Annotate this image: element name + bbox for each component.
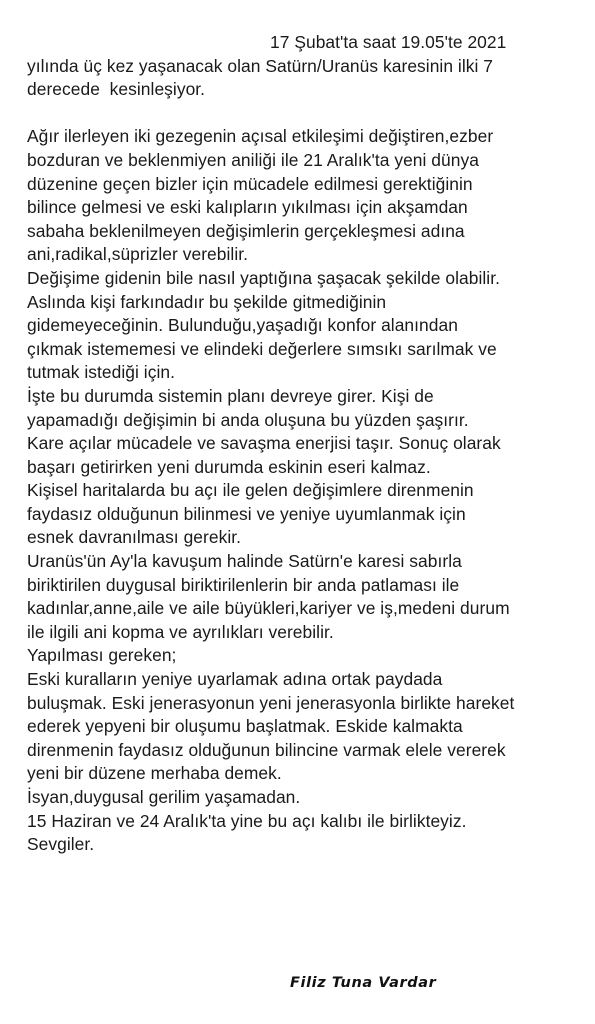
text-line: İşte bu durumda sistemin planı devreye girer. Kişi de <box>27 385 434 406</box>
text-line: direnmenin faydasız olduğunun bilincine varmak elele vererek <box>27 739 506 760</box>
text-line: Ağır ilerleyen iki gezegenin açısal etkileşimi değiştiren,ezber <box>27 126 494 147</box>
text-line: Kişisel haritalarda bu açı ile gelen değişimlere direnmenin <box>27 480 474 501</box>
text-line: Değişime gidenin bile nasıl yaptığına şaşacak şekilde olabilir. <box>27 267 500 288</box>
text-line: kadınlar,anne,aile ve aile büyükleri,kariyer ve iş,medeni durum <box>27 598 510 619</box>
paragraph-spacer <box>27 102 583 126</box>
document-body <box>27 31 583 857</box>
text-line: esnek davranılması gerekir. <box>27 527 242 548</box>
intro-line: derecede kesinleşiyor. <box>27 79 206 100</box>
text-line: gidemeyeceğinin. Bulunduğu,yaşadığı konfor alanından <box>27 315 458 336</box>
text-line: 15 Haziran ve 24 Aralık'ta yine bu açı kalıbı ile birlikteyiz. <box>27 810 467 831</box>
text-line: başarı getirirken yeni durumda eskinin eseri kalmaz. <box>27 456 431 477</box>
text-line: sabaha beklenilmeyen değişimlerin gerçekleşmesi adına <box>27 220 465 241</box>
text-line: buluşmak. Eski jenerasyonun yeni jenerasyonla birlikte hareket <box>27 692 515 713</box>
text-line: çıkmak istememesi ve elindeki değerlere sımsıkı sarılmak ve <box>27 338 497 359</box>
text-line: Yapılması gereken; <box>27 645 177 666</box>
text-line: bilince gelmesi ve eski kalıpların yıkılması için akşamdan <box>27 197 468 218</box>
text-line: Aslında kişi farkındadır bu şekilde gitmediğinin <box>27 291 387 312</box>
author-signature: Filiz Tuna Vardar <box>290 975 437 991</box>
text-line: ani,radikal,süprizler verebilir. <box>27 244 249 265</box>
text-line: düzenine geçen bizler için mücadele edilmesi gerektiğinin <box>27 173 473 194</box>
text-line: biriktirilen duygusal biriktirilenlerin bir anda patlaması ile <box>27 574 460 595</box>
text-line: Kare açılar mücadele ve savaşma enerjisi taşır. Sonuç olarak <box>27 433 501 454</box>
text-line: yapamadığı değişimin bi anda oluşuna bu yüzden şaşırır. <box>27 409 469 430</box>
text-line: ederek yepyeni bir oluşumu başlatmak. Eskide kalmakta <box>27 716 463 737</box>
text-line: Sevgiler. <box>27 834 95 855</box>
text-line: İsyan,duygusal gerilim yaşamadan. <box>27 787 301 807</box>
text-line: Uranüs'ün Ay'la kavuşum halinde Satürn'e karesi sabırla <box>27 551 462 572</box>
date-line: 17 Şubat'ta saat 19.05'te 2021 <box>270 32 507 52</box>
text-line: faydasız olduğunun bilinmesi ve yeniye uyumlanmak için <box>27 503 466 524</box>
text-line: tutmak istediği için. <box>27 362 175 383</box>
text-line: yeni bir düzene merhaba demek. <box>27 763 282 784</box>
text-line: ile ilgili ani kopma ve ayrılıkları verebilir. <box>27 621 334 642</box>
text-line: bozduran ve beklenmiyen aniliği ile 21 Aralık'ta yeni dünya <box>27 149 479 170</box>
intro-line: yılında üç kez yaşanacak olan Satürn/Uranüs karesinin ilki 7 <box>27 55 494 76</box>
text-line: Eski kuralların yeniye uyarlamak adına ortak paydada <box>27 669 443 690</box>
